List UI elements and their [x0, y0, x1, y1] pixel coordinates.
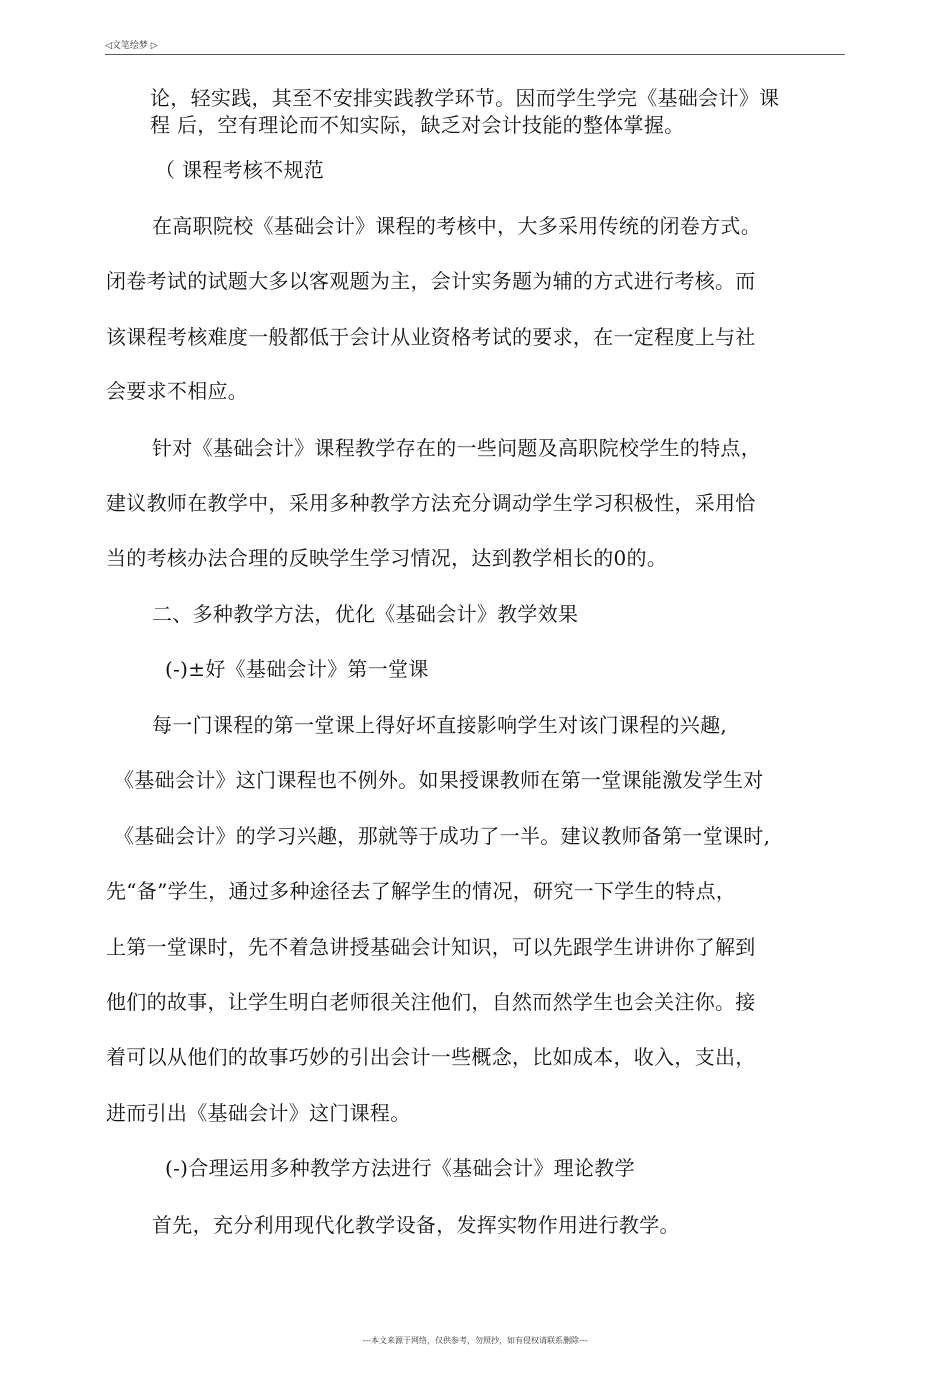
body-line: 该课程考核难度一般都低于会计从业资格考试的要求，在一定程度上与社 — [106, 325, 756, 349]
body-line: 上第一堂课时，先不着急讲授基础会计知识，可以先跟学生讲讲你了解到 — [106, 935, 756, 959]
body-line: 针对《基础会计》课程教学存在的一些问题及高职院校学生的特点， — [152, 436, 761, 460]
body-line: 会要求不相应。 — [106, 379, 249, 403]
page-footer: ---本文来源于网络，仅供参考，勿照抄，如有侵权请联系删除--- — [362, 1336, 588, 1345]
body-line: 着可以从他们的故事巧妙的引出会计一些概念，比如成本，收入，支出， — [106, 1045, 756, 1069]
body-line: 建议教师在教学中，采用多种教学方法充分调动学生学习积极性，采用恰 — [106, 491, 756, 515]
page-header: ◁文笔绘梦 ▷ — [105, 41, 158, 51]
section-heading: （ 课程考核不规范 — [155, 158, 325, 182]
body-line: 《基础会计》这门课程也不例外。如果授课教师在第一堂课能激发学生对 — [114, 768, 764, 792]
body-line: 每一门课程的第一堂课上得好坏直接影响学生对该门课程的兴趣, — [152, 713, 728, 737]
section-heading: 二、多种教学方法，优化《基础会计》教学效果 — [152, 602, 579, 626]
subsection-heading: (-)±好《基础会计》第一堂课 — [165, 657, 429, 681]
body-line: 当的考核办法合理的反映学生学习情况，达到教学相长的0的。 — [106, 546, 668, 570]
body-line: 他们的故事，让学生明白老师很关注他们，自然而然学生也会关注你。接 — [106, 990, 756, 1014]
body-line: 程 后，空有理论而不知实际，缺乏对会计技能的整体掌握。 — [150, 113, 685, 137]
body-line: 先“备”学生，通过多种途径去了解学生的情况，研究一下学生的特点， — [106, 879, 737, 903]
header-divider — [105, 54, 845, 55]
body-line: 首先，充分利用现代化教学设备，发挥实物作用进行教学。 — [152, 1213, 680, 1237]
body-line: 在高职院校《基础会计》课程的考核中，大多采用传统的闭卷方式。 — [152, 214, 761, 238]
body-line: 闭卷考试的试题大多以客观题为主，会计实务题为辅的方式进行考核。而 — [106, 269, 756, 293]
body-line: 进而引出《基础会计》这门课程。 — [106, 1101, 411, 1125]
body-line: 论，轻实践，其至不安排实践教学环节。因而学生学完《基础会计》课 — [150, 86, 780, 110]
body-line: 《基础会计》的学习兴趣，那就等于成功了一半。建议教师备第一堂课时, — [114, 824, 771, 848]
subsection-heading: (-)合理运用多种教学方法进行《基础会计》理论教学 — [165, 1156, 635, 1180]
